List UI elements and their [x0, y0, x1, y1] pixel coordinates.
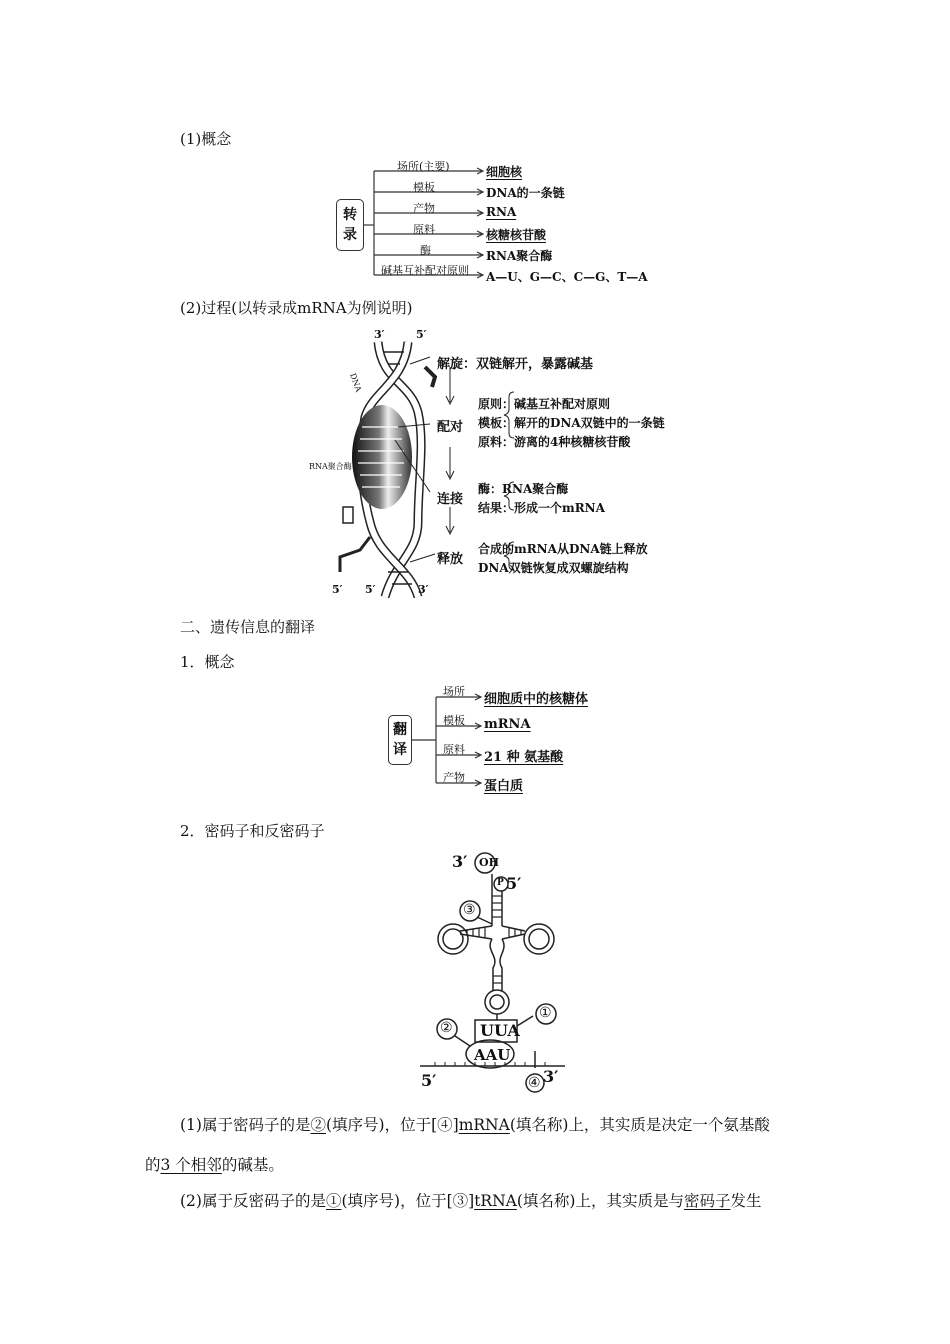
- step-release-name: 释放: [437, 552, 464, 567]
- row-label-site: 场所(主要): [397, 160, 450, 173]
- row-value-product: RNA: [486, 205, 517, 219]
- anticodon-uua: UUA: [480, 1021, 520, 1040]
- translation-label-template: 模板: [443, 714, 465, 727]
- row-value-template: DNA的一条链: [486, 186, 565, 200]
- row-label-product: 产物: [413, 202, 435, 215]
- circled-1: ①: [539, 1005, 552, 1021]
- dna-label: DNA: [348, 371, 364, 394]
- section-2-title: 二、遗传信息的翻译: [180, 618, 316, 636]
- step-ligation-details: 酶：RNA聚合酶 结果：形成一个mRNA: [478, 482, 605, 515]
- codon-heading: 2．密码子和反密码子: [180, 822, 325, 840]
- row-value-pairing: A—U、G—C、C—G、T—A: [486, 270, 648, 284]
- row-label-template: 模板: [413, 181, 435, 194]
- transcription-box: 转 录: [336, 199, 364, 251]
- translation-label-product: 产物: [443, 771, 465, 784]
- strand-end-bottom-mid: 5′: [365, 583, 376, 596]
- row-value-site: 细胞核: [486, 165, 523, 179]
- strand-end-top-left: 3′: [374, 328, 385, 341]
- row-label-enzyme: 酶: [420, 244, 431, 257]
- translation-box: 翻 译: [388, 715, 412, 765]
- codon-aau: AAU: [474, 1046, 511, 1064]
- row-label-pairing: 碱基互补配对原则: [381, 264, 469, 277]
- strand-end-top-right: 5′: [416, 328, 427, 341]
- row-value-enzyme: RNA聚合酶: [486, 249, 553, 263]
- translation-value-material: 21 种 氨基酸: [484, 750, 564, 765]
- step-ligation-name: 连接: [437, 492, 464, 507]
- concept-heading-1: (1)概念: [180, 130, 232, 148]
- process-heading: (2)过程(以转录成mRNA为例说明): [180, 299, 413, 317]
- oh-label: OH: [479, 856, 499, 869]
- step-pairing-name: 配对: [437, 420, 464, 435]
- rna-polymerase-label: RNA聚合酶: [309, 462, 352, 471]
- end-5-top: 5′: [506, 874, 522, 893]
- translation-label-site: 场所: [443, 685, 465, 698]
- step-unwind: 解旋：双链解开，暴露碱基: [437, 357, 594, 372]
- translation-value-template: mRNA: [484, 717, 531, 732]
- translation-label-material: 原料: [443, 743, 465, 756]
- row-value-material: 核糖核苷酸: [486, 228, 547, 242]
- paragraph-codon-cont: 的3 个相邻的碱基。: [145, 1156, 284, 1174]
- end-3-top: 3′: [452, 852, 468, 871]
- row-label-material: 原料: [413, 223, 435, 236]
- step-release-details: 合成的mRNA从DNA链上释放 DNA双链恢复成双螺旋结构: [478, 542, 648, 575]
- paragraph-anticodon: (2)属于反密码子的是①(填序号)，位于[③]tRNA(填名称)上，其实质是与密码子发生: [180, 1192, 762, 1210]
- strand-end-bottom-right: 3′: [418, 583, 429, 596]
- paragraph-codon: (1)属于密码子的是②(填序号)，位于[④]mRNA(填名称)上，其实质是决定一个氨基酸: [180, 1116, 770, 1134]
- end-5-bottom: 5′: [421, 1071, 437, 1090]
- circled-4: ④: [528, 1075, 541, 1091]
- circled-3: ③: [463, 902, 476, 918]
- translation-value-product: 蛋白质: [484, 779, 524, 794]
- strand-end-bottom-left: 5′: [332, 583, 343, 596]
- circled-2: ②: [440, 1020, 453, 1036]
- step-pairing-details: 原则：碱基互补配对原则 模板：解开的DNA双链中的一条链 原料：游离的4种核糖核苷酸: [478, 397, 665, 449]
- concept-heading-2: 1．概念: [180, 653, 235, 671]
- phosphate-label: P: [497, 878, 504, 888]
- end-3-bottom: 3′: [543, 1067, 559, 1086]
- translation-value-site: 细胞质中的核糖体: [484, 692, 589, 707]
